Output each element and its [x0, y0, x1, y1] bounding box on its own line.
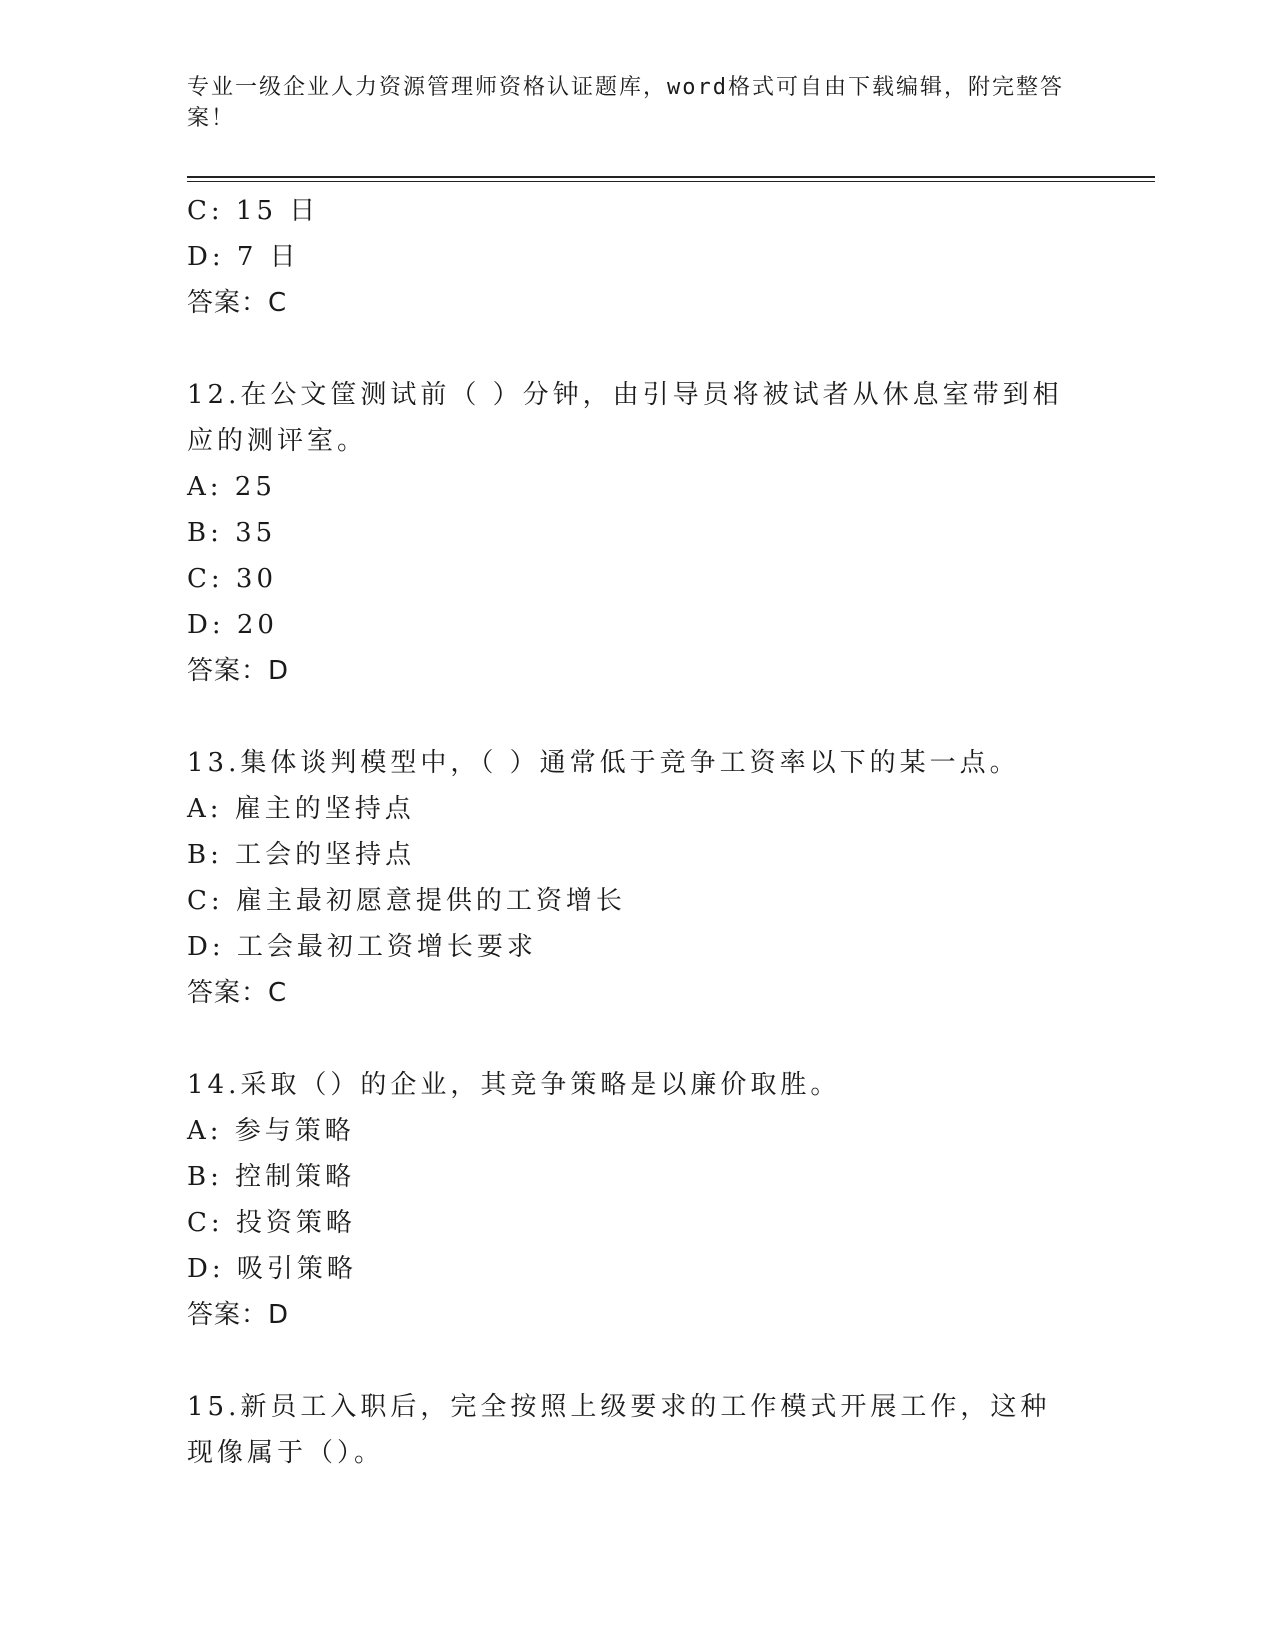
option-c: C: 投资策略 [187, 1208, 356, 1238]
question-text: 13.集体谈判模型中，（ ）通常低于竞争工资率以下的某一点。 [187, 748, 1020, 778]
option-c: C: 15 日 [187, 196, 320, 226]
header-rule-thin [187, 181, 1155, 182]
question-12 [187, 372, 1087, 694]
option-d: D: 工会最初工资增长要求 [187, 932, 537, 962]
answer: 答案：C [187, 978, 288, 1008]
option-d: D: 7 日 [187, 242, 300, 272]
option-d: D: 20 [187, 610, 278, 640]
option-c: C: 雇主最初愿意提供的工资增长 [187, 886, 626, 916]
continued-question [187, 188, 1087, 326]
answer: 答案：D [187, 656, 290, 686]
question-text: 15.新员工入职后，完全按照上级要求的工作模式开展工作，这种现像属于（）。 [187, 1392, 1051, 1468]
option-b: B: 工会的坚持点 [187, 840, 416, 870]
spacer [187, 694, 1087, 740]
option-a: A: 25 [187, 472, 276, 502]
question-14 [187, 1062, 1087, 1338]
option-a: A: 雇主的坚持点 [187, 794, 415, 824]
option-c: C: 30 [187, 564, 278, 594]
option-b: B: 35 [187, 518, 277, 548]
question-text: 12.在公文筐测试前（ ）分钟，由引导员将被试者从休息室带到相应的测评室。 [187, 380, 1063, 456]
question-text: 14.采取（）的企业，其竞争策略是以廉价取胜。 [187, 1070, 841, 1100]
header-text: 专业一级企业人力资源管理师资格认证题库，word格式可自由下载编辑，附完整答案！ [187, 75, 1064, 131]
option-a: A: 参与策略 [187, 1116, 355, 1146]
document-header [187, 72, 1067, 134]
spacer [187, 1338, 1087, 1384]
header-rule-thick [187, 176, 1155, 178]
question-15 [187, 1384, 1087, 1476]
option-b: B: 控制策略 [187, 1162, 356, 1192]
question-list [187, 188, 1087, 1476]
answer: 答案：C [187, 288, 288, 318]
answer: 答案：D [187, 1300, 290, 1330]
option-d: D: 吸引策略 [187, 1254, 357, 1284]
spacer [187, 1016, 1087, 1062]
spacer [187, 326, 1087, 372]
question-13 [187, 740, 1087, 1016]
